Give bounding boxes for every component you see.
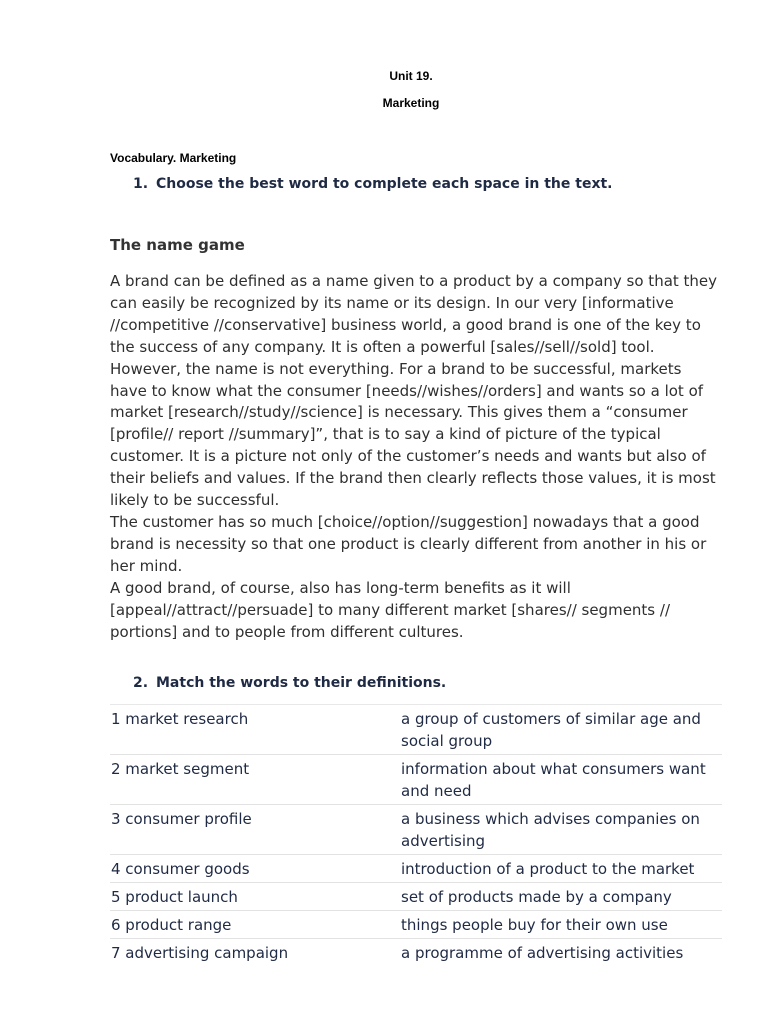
- table-row: [110, 911, 722, 939]
- paragraph: However, the name is not everything. For a brand to be successful, markets have to know what the consumer [needs//wishes//orders] and wants so a lot of market [research//study//science] is necessary. This gives them a “consumer [profile// report //summary]”, that is to say a kind of picture of the typical customer. It is a picture not only of the customer’s needs and wants but also of their beliefs and values. If the brand then clearly reflects those values, it is most likely to be successful.: [110, 359, 716, 510]
- task-2-instruction: [133, 675, 446, 691]
- table-row: [110, 805, 722, 855]
- task-2-text: Match the words to their definitions.: [156, 675, 447, 691]
- table-row: [110, 855, 722, 883]
- definition-cell: introduction of a product to the market: [400, 855, 722, 883]
- paragraph: The customer has so much [choice//option//suggestion] nowadays that a good brand is necessity so that one product is clearly different from another in his or her mind.: [110, 512, 707, 575]
- definition-cell: a business which advises companies on advertising: [400, 805, 722, 855]
- task-1-number: 1.: [133, 176, 149, 192]
- term-cell: 5 product launch: [110, 883, 400, 911]
- definition-cell: set of products made by a company: [400, 883, 722, 911]
- term-cell: 7 advertising campaign: [110, 939, 400, 967]
- term-cell: 1 market research: [110, 705, 400, 755]
- table-row: [110, 755, 722, 805]
- term-cell: 2 market segment: [110, 755, 400, 805]
- reading-text: [110, 271, 720, 643]
- topic-title: Marketing: [382, 96, 440, 110]
- term-cell: 4 consumer goods: [110, 855, 400, 883]
- definition-cell: a programme of advertising activities: [400, 939, 722, 967]
- vocabulary-heading: Vocabulary. Marketing: [110, 151, 237, 165]
- definition-cell: things people buy for their own use: [400, 911, 722, 939]
- paragraph: A good brand, of course, also has long-term benefits as it will [appeal//attract//persuade] to many different market [shares// segments // portions] and to people from different cultures.: [110, 578, 670, 641]
- definition-cell: information about what consumers want and need: [400, 755, 722, 805]
- unit-title: Unit 19.: [389, 69, 433, 83]
- table-row: [110, 883, 722, 911]
- definition-cell: a group of customers of similar age and social group: [400, 705, 722, 755]
- task-2-number: 2.: [133, 675, 149, 691]
- table-row: [110, 705, 722, 755]
- definitions-table: [110, 704, 722, 966]
- task-1-instruction: [133, 176, 613, 192]
- table-row: [110, 939, 722, 967]
- text-title: The name game: [110, 236, 245, 254]
- paragraph: A brand can be defined as a name given to a product by a company so that they can easily be recognized by its name or its design. In our very [informative //competitive //conservative] business world, a good brand is one of the key to the success of any company. It is often a powerful [sales//sell//sold] tool.: [110, 272, 718, 356]
- task-1-text: Choose the best word to complete each space in the text.: [156, 176, 613, 192]
- term-cell: 6 product range: [110, 911, 400, 939]
- term-cell: 3 consumer profile: [110, 805, 400, 855]
